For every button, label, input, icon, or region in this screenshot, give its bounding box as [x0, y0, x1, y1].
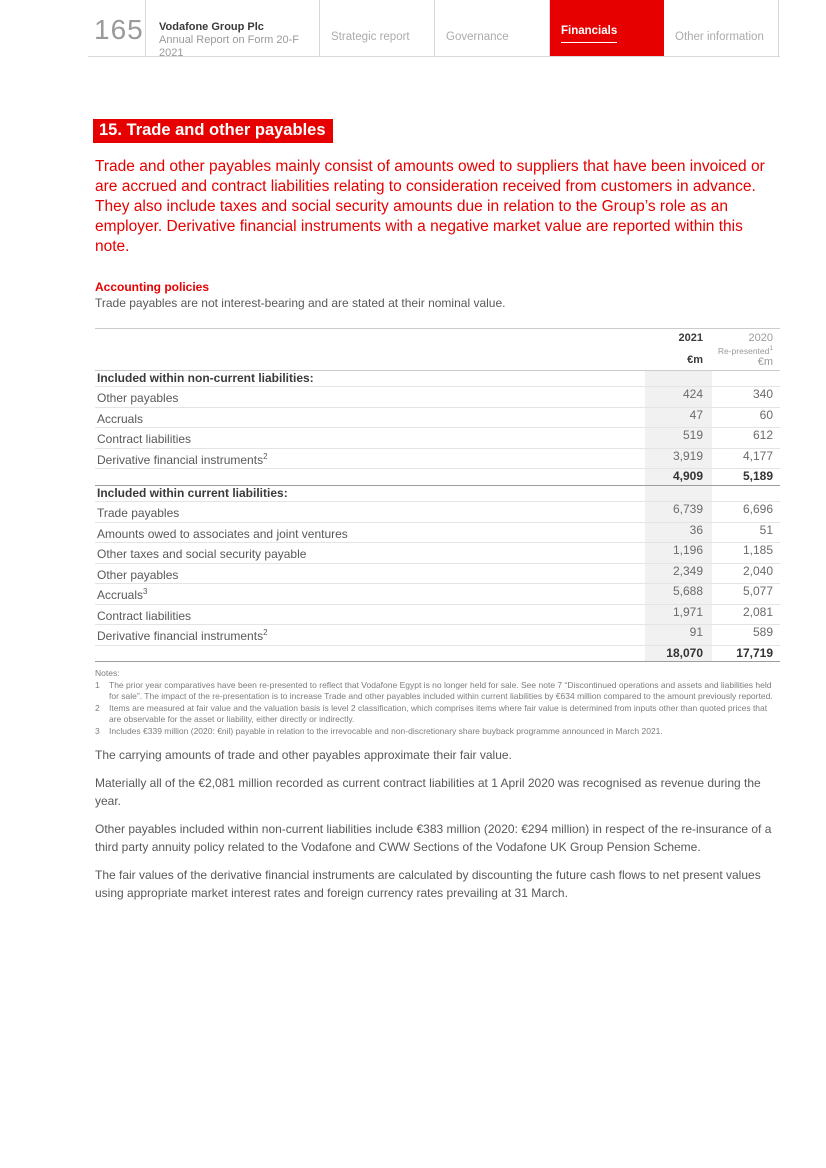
- table-row: [95, 449, 780, 470]
- tab-label: Financials: [561, 25, 617, 43]
- row-label: [95, 523, 645, 543]
- footnotes: [95, 668, 780, 737]
- row-label-text: Derivative financial instruments: [97, 452, 264, 467]
- table-header-row: [95, 329, 780, 371]
- body-paragraph: Other payables included within non-current liabilities include €383 million (2020: €294 million) in respect of the re-insurance of a third party annuity policy related to the Vodafone and CWW Sections of the Vodafone UK Group Pension Scheme.: [95, 821, 772, 855]
- cell-2021: 91: [645, 625, 712, 645]
- row-label: [95, 408, 645, 428]
- table-section-heading: [95, 486, 780, 503]
- intro-paragraph: Trade and other payables mainly consist of amounts owed to suppliers that have been invoiced or are accrued and contract liabilities relating to consideration received from customers in advance. They also include taxes and social security amounts due in relation to the Group’s role as an employer. Derivative financial instruments with a negative market value are reported within this note.: [95, 158, 765, 255]
- cell-2020: 51: [759, 522, 773, 537]
- cell-2021: 1,971: [645, 605, 712, 625]
- table-row: [95, 387, 780, 408]
- tab-strategic-report[interactable]: [320, 0, 435, 56]
- cell-2021: [645, 371, 712, 387]
- cell-2020: 60: [759, 407, 773, 422]
- cell-2020: 1,185: [742, 543, 773, 558]
- cell-2021: 1,196: [645, 543, 712, 563]
- column-2021-header: [645, 333, 712, 370]
- table-row: [95, 584, 780, 605]
- row-label-text: Trade payables: [97, 506, 180, 521]
- row-label-text: Other taxes and social security payable: [97, 547, 307, 562]
- row-label-text: Contract liabilities: [97, 608, 192, 623]
- section-title: 15. Trade and other payables: [93, 119, 333, 143]
- footnote-ref: 1: [769, 345, 773, 352]
- footnote-number: 3: [95, 725, 100, 736]
- column-2020-header: [712, 333, 780, 370]
- row-label: [95, 387, 645, 407]
- cell-2020: 589: [752, 625, 773, 640]
- subtotal-2021: 4,909: [645, 469, 712, 485]
- cell-2021: [645, 486, 712, 502]
- table-header-spacer: [95, 333, 645, 370]
- footnote-item: [95, 703, 780, 726]
- row-label-text: Accruals: [97, 588, 144, 603]
- footnote-number: 2: [95, 702, 100, 713]
- tab-label: Governance: [446, 31, 509, 43]
- subtotal-2020: 5,189: [742, 469, 773, 484]
- table-row: [95, 564, 780, 585]
- footnote-item: [95, 726, 780, 738]
- section-heading-label: Included within non-current liabilities:: [97, 370, 314, 385]
- table-row: [95, 523, 780, 544]
- company-name: Vodafone Group Plc: [159, 21, 264, 33]
- cell-2021: 519: [645, 428, 712, 448]
- footnote-ref: 2: [263, 451, 268, 461]
- tab-label: Other information: [675, 31, 764, 43]
- row-label-text: Other payables: [97, 567, 179, 582]
- row-label-text: Derivative financial instruments: [97, 629, 264, 644]
- body-paragraph: The carrying amounts of trade and other payables approximate their fair value.: [95, 748, 512, 763]
- row-label: [95, 605, 645, 625]
- note-content: [95, 119, 780, 903]
- cell-2021: 6,739: [645, 502, 712, 522]
- cell-2021: 36: [645, 523, 712, 543]
- cell-2021: 47: [645, 408, 712, 428]
- table-row: [95, 428, 780, 449]
- footnote-text: Includes €339 million (2020: €nil) payable in relation to the irrevocable and non-discretionary share buyback programme announced in March 2021.: [109, 725, 663, 736]
- table-row: [95, 408, 780, 429]
- table-row: [95, 605, 780, 626]
- cell-2020: 6,696: [742, 502, 773, 517]
- row-label: [95, 449, 645, 469]
- row-label-text: Amounts owed to associates and joint ventures: [97, 526, 348, 541]
- row-label: [95, 502, 645, 522]
- year-2021: 2021: [678, 332, 703, 344]
- cell-2021: 424: [645, 387, 712, 407]
- report-identity: [146, 0, 320, 59]
- page-header: [88, 0, 780, 57]
- total-2021: 18,070: [645, 646, 712, 662]
- spacer: [645, 344, 703, 354]
- cell-2020: 612: [752, 428, 773, 443]
- body-paragraph: The fair values of the derivative financial instruments are calculated by discounting the future cash flows to net present values using appropriate market interest rates and foreign currency rates prevailing at 31 March.: [95, 867, 761, 901]
- row-label: [95, 646, 645, 662]
- cell-2020: [712, 371, 780, 387]
- footnote-ref: 3: [143, 587, 148, 597]
- table-total-row: [95, 646, 780, 663]
- tab-other-information[interactable]: [664, 0, 779, 56]
- row-label-text: Other payables: [97, 391, 179, 406]
- total-2020: 17,719: [736, 645, 773, 660]
- cell-2020: 2,081: [742, 604, 773, 619]
- row-label: [95, 564, 645, 584]
- footnote-item: [95, 680, 780, 703]
- payables-table: [95, 328, 780, 662]
- accounting-policies-text: Trade payables are not interest-bearing and are stated at their nominal value.: [95, 296, 506, 310]
- tab-governance[interactable]: [435, 0, 550, 56]
- unit-2021: €m: [687, 354, 703, 366]
- footnote-text: The prior year comparatives have been re-presented to reflect that Vodafone Egypt is no longer held for sale. See note 7 “Discontinued operations and assets and liabilities held for sale”. The impact of the re-presentation is to increase Trade and other payables included within current liabilities by €634 million compared to the amount previously reported.: [109, 679, 773, 702]
- cell-2021: 5,688: [645, 584, 712, 604]
- represented-label: Re-presented: [717, 345, 770, 356]
- tab-financials[interactable]: [550, 0, 664, 56]
- table-section-heading: [95, 371, 780, 388]
- table-row: [95, 625, 780, 646]
- row-label-text: Contract liabilities: [97, 432, 192, 447]
- row-label: [95, 584, 645, 604]
- year-2020: 2020: [748, 332, 773, 344]
- row-label: [95, 428, 645, 448]
- row-label-text: Accruals: [97, 411, 144, 426]
- table-subtotal-row: [95, 469, 780, 486]
- footnote-number: 1: [95, 679, 100, 690]
- table-row: [95, 502, 780, 523]
- footnote-text: Items are measured at fair value and the valuation basis is level 2 classification, which comprises items where fair value is determined from inputs other than quoted prices that are observable for the asset or liability, either directly or indirectly.: [109, 702, 768, 725]
- row-label: [95, 469, 645, 485]
- row-label: [95, 543, 645, 563]
- page-number: 165: [88, 0, 146, 56]
- cell-2020: 2,040: [742, 563, 773, 578]
- cell-2020: 340: [752, 387, 773, 402]
- row-label: [95, 625, 645, 645]
- section-heading-label: Included within current liabilities:: [97, 485, 288, 500]
- cell-2020: [712, 486, 780, 502]
- footnote-ref: 2: [263, 628, 268, 638]
- cell-2020: 5,077: [742, 584, 773, 599]
- unit-2020: €m: [757, 355, 773, 368]
- cell-2021: 2,349: [645, 564, 712, 584]
- body-paragraph: Materially all of the €2,081 million recorded as current contract liabilities at 1 April 2020 was recognised as revenue during the year.: [95, 775, 761, 809]
- tab-label: Strategic report: [331, 31, 410, 43]
- report-title: Annual Report on Form 20-F 2021: [159, 34, 300, 59]
- cell-2021: 3,919: [645, 449, 712, 469]
- represented-note: [712, 344, 773, 356]
- table-row: [95, 543, 780, 564]
- cell-2020: 4,177: [742, 448, 773, 463]
- accounting-policies-heading: Accounting policies: [95, 280, 210, 294]
- footnotes-heading: Notes:: [95, 668, 120, 679]
